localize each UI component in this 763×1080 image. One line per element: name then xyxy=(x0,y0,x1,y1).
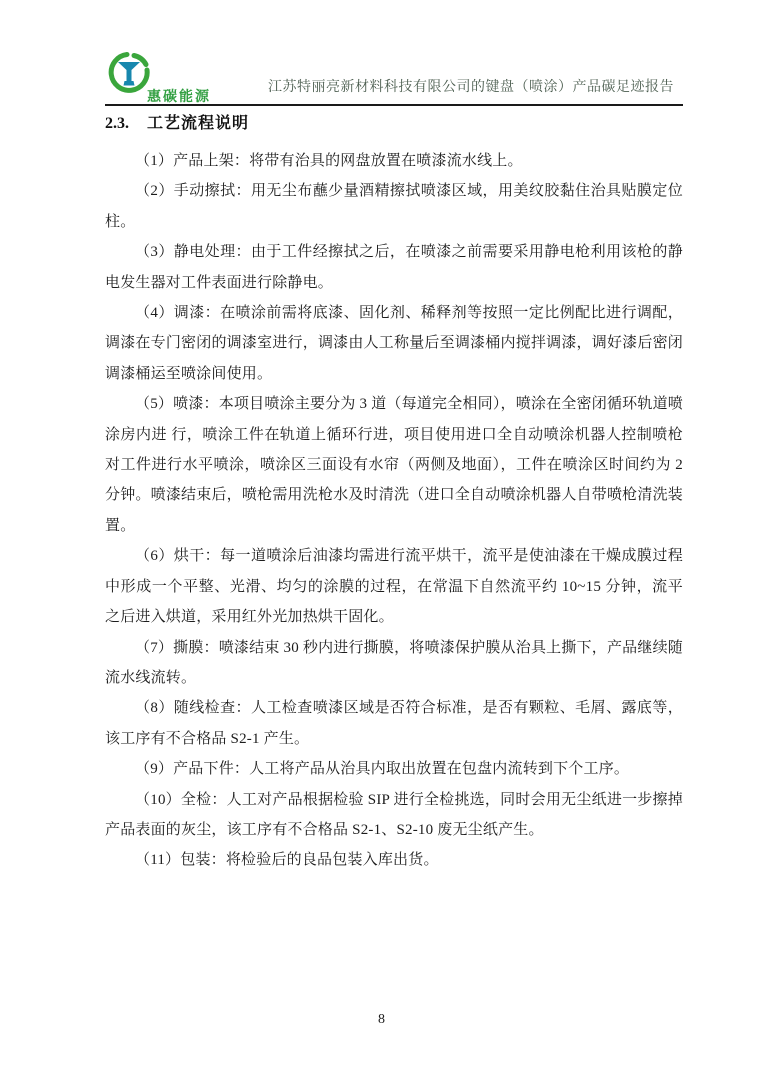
leaf-ring-logo-icon xyxy=(107,50,151,94)
process-paragraph-1: （1）产品上架：将带有治具的网盘放置在喷漆流水线上。 xyxy=(135,153,523,169)
page-header xyxy=(105,48,683,104)
process-paragraph-10: （10）全检：人工对产品根据检验 SIP 进行全检挑选，同时会用无尘纸进一步擦掉产品表面的灰尘，该工序有不合格品 S2-1、S2-10 废无尘纸产生。 xyxy=(105,791,683,838)
process-paragraph-8: （8）随线检查：人工检查喷漆区域是否符合标准，是否有颗粒、毛屑、露底等，该工序有不合格品 S2-1 产生。 xyxy=(105,700,683,747)
process-paragraph-4: （4）调漆：在喷涂前需将底漆、固化剂、稀释剂等按照一定比例配比进行调配，调漆在专门密闭的调漆室进行，调漆由人工称量后至调漆桶内搅拌调漆，调好漆后密闭调漆桶运至喷涂间使用。 xyxy=(105,305,683,382)
logo-text: 惠碳能源 xyxy=(147,88,211,104)
section-number: 2.3. xyxy=(105,115,129,132)
header-rule xyxy=(105,104,683,106)
section-title: 工艺流程说明 xyxy=(147,115,250,132)
section-heading xyxy=(105,110,249,133)
page-number: 8 xyxy=(378,1012,385,1027)
report-title: 江苏特丽亮新材料科技有限公司的键盘（喷涂）产品碳足迹报告 xyxy=(268,80,674,95)
page-footer xyxy=(0,1010,763,1028)
process-paragraph-3: （3）静电处理：由于工件经擦拭之后，在喷漆之前需要采用静电枪利用该枪的静电发生器对工件表面进行除静电。 xyxy=(105,244,683,291)
process-paragraph-9: （9）产品下件：人工将产品从治具内取出放置在包盘内流转到下个工序。 xyxy=(135,761,630,778)
process-paragraph-11: （11）包装：将检验后的良品包装入库出货。 xyxy=(135,852,439,869)
process-paragraph-6: （6）烘干：每一道喷涂后油漆均需进行流平烘干，流平是使油漆在干燥成膜过程中形成一个平整、光滑、均匀的涂膜的过程，在常温下自然流平约 10~15 分钟，流平之后进入烘道，采用红外光加热烘干固化。 xyxy=(105,548,683,626)
process-paragraph-7: （7）撕膜：喷漆结束 30 秒内进行撕膜，将喷漆保护膜从治具上撕下，产品继续随流水线流转。 xyxy=(105,639,683,686)
process-paragraph-5: （5）喷漆：本项目喷涂主要分为 3 道（每道完全相同），喷涂在全密闭循环轨道喷涂房内进 行，喷涂工件在轨道上循环行进，项目使用进口全自动喷涂机器人控制喷枪对工件进行水平喷涂，喷涂区三面设有水帘（两侧及地面），工件在喷涂区时间约为 2 分钟。喷漆结束后，喷枪需用洗枪水及时清洗（进口全自动喷涂机器人自带喷枪清洗装置。 xyxy=(105,396,683,534)
process-description xyxy=(105,146,683,876)
process-paragraph-2: （2）手动擦拭：用无尘布蘸少量酒精擦拭喷漆区域，用美纹胶黏住治具贴膜定位柱。 xyxy=(105,183,683,230)
